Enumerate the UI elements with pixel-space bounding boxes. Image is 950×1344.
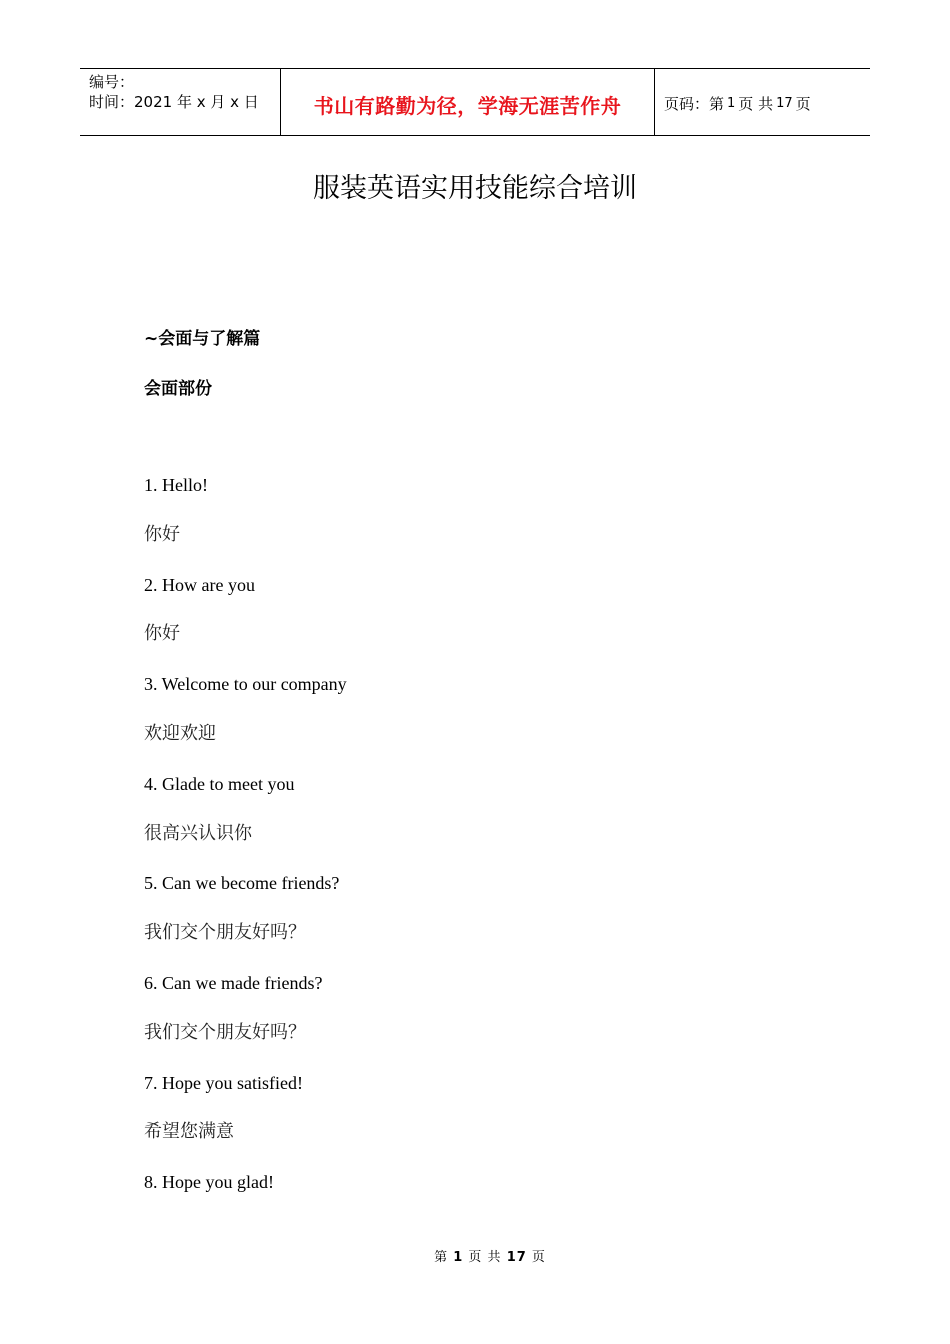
- translation-line: 欢迎欢迎: [144, 723, 216, 744]
- page-current: 1: [727, 95, 736, 111]
- motto-text: 书山有路勤为径，学海无涯苦作舟: [313, 93, 622, 118]
- translation-line: 希望您满意: [144, 1121, 234, 1142]
- header-table: [80, 68, 870, 136]
- header-motto-cell: [281, 69, 655, 135]
- english-phrase-line: 1. Hello!: [144, 475, 208, 495]
- footer-mid: 页 共: [468, 1250, 502, 1265]
- header-meta-cell: [80, 69, 281, 135]
- english-phrase-line: 4. Glade to meet you: [144, 774, 295, 794]
- page-footer: [0, 1246, 950, 1265]
- english-phrase-line: 5. Can we become friends?: [144, 873, 340, 893]
- translation-line: 我们交个朋友好吗？: [144, 922, 306, 943]
- footer-prefix: 第: [434, 1250, 449, 1265]
- part-heading: 会面部份: [144, 379, 212, 399]
- footer-suffix: 页: [531, 1250, 546, 1265]
- document-time-label: 时间：2021 年 x 月 x 日: [89, 93, 259, 111]
- header-page-cell: [655, 69, 870, 135]
- footer-current-page: 1: [453, 1250, 464, 1265]
- page-mid: 页 共: [738, 94, 774, 113]
- english-phrase-line: 7. Hope you satisfied!: [144, 1073, 303, 1093]
- translation-line: 我们交个朋友好吗？: [144, 1022, 306, 1043]
- translation-line: 你好: [144, 524, 180, 545]
- translation-line: 你好: [144, 623, 180, 644]
- english-phrase-line: 3. Welcome to our company: [144, 674, 347, 694]
- chapter-heading: ∼会面与了解篇: [144, 329, 261, 349]
- english-phrase-line: 2. How are you: [144, 575, 255, 595]
- document-title: 服装英语实用技能综合培训: [313, 173, 637, 204]
- page-prefix: 页码：第: [664, 94, 725, 113]
- footer-total-pages: 17: [506, 1250, 527, 1265]
- document-number-label: 编号：: [89, 73, 135, 91]
- english-phrase-line: 6. Can we made friends?: [144, 973, 323, 993]
- page-suffix: 页: [795, 94, 811, 113]
- page-total: 17: [776, 95, 793, 111]
- english-phrase-line: 8. Hope you glad!: [144, 1172, 274, 1192]
- translation-line: 很高兴认识你: [144, 823, 252, 844]
